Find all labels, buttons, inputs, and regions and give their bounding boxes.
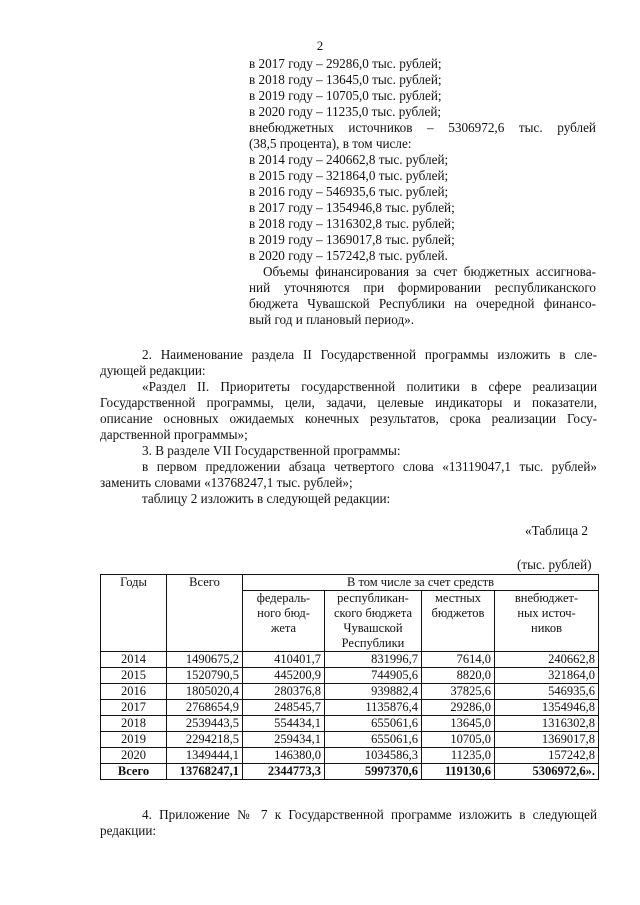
cell-year: 2016: [101, 684, 167, 700]
volumes-paragraph-line: ний уточняются при формировании республиканского: [249, 280, 596, 295]
item-3-table-line: таблицу 2 изложить в следующей редакции:: [142, 491, 391, 506]
header-text-line: бюджетов: [431, 606, 485, 620]
header-text-line: федераль-: [256, 591, 311, 605]
cell-local: 119130,6: [422, 764, 495, 780]
item-3-first-line: заменить словами «13768247,1 тыс. рублей»;: [100, 475, 353, 490]
table-row: [101, 748, 599, 764]
cell-extrabudget: 546935,6: [495, 684, 599, 700]
section-2-title-line: описание основных ожидаемых конечных результатов, срока реализации Госу-: [100, 411, 597, 426]
funding-line: в 2018 году – 13645,0 тыс. рублей;: [249, 72, 442, 87]
table-unit: (тыс. рублей): [517, 557, 592, 572]
volumes-paragraph-line: вый год и плановый период».: [249, 312, 415, 327]
table-row: [101, 716, 599, 732]
item-3-first-line: в первом предложении абзаца четвертого слова «13119047,1 тыс. рублей»: [142, 459, 597, 474]
cell-year: 2018: [101, 716, 167, 732]
cell-extrabudget: 240662,8: [495, 652, 599, 668]
cell-total: 1349444,1: [167, 748, 243, 764]
funding-line: в 2020 году – 11235,0 тыс. рублей;: [249, 104, 442, 119]
volumes-paragraph-line: Объемы финансирования за счет бюджетных ассигнова-: [263, 264, 596, 279]
cell-extrabudget: 1369017,8: [495, 732, 599, 748]
cell-federal: 2344773,3: [243, 764, 325, 780]
cell-year: 2020: [101, 748, 167, 764]
cell-extrabudget: 1316302,8: [495, 716, 599, 732]
cell-republican: 831996,7: [325, 652, 422, 668]
item-4-line: 4. Приложение № 7 к Государственной программе изложить в следующей: [142, 807, 597, 822]
extrabudget-line: внебюджетных источников – 5306972,6 тыс. рублей: [249, 120, 596, 135]
cell-total-label: Всего: [101, 764, 167, 780]
header-total: Всего: [167, 575, 243, 652]
cell-federal: 445200,9: [243, 668, 325, 684]
cell-local: 13645,0: [422, 716, 495, 732]
cell-federal: 248545,7: [243, 700, 325, 716]
table-row: [101, 700, 599, 716]
cell-total: 2768654,9: [167, 700, 243, 716]
financing-table: [100, 574, 599, 780]
cell-year: 2015: [101, 668, 167, 684]
cell-total: 1520790,5: [167, 668, 243, 684]
item-4-line: редакции:: [100, 823, 157, 838]
funding-line: в 2014 году – 240662,8 тыс. рублей;: [249, 152, 449, 167]
header-text-line: внебюджет-: [514, 591, 579, 605]
header-republican: [325, 591, 422, 652]
extrabudget-cont: (38,5 процента), в том числе:: [249, 136, 412, 151]
cell-federal: 259434,1: [243, 732, 325, 748]
header-text-line: ского бюджета: [333, 606, 413, 620]
cell-republican: 744905,6: [325, 668, 422, 684]
cell-federal: 554434,1: [243, 716, 325, 732]
cell-republican: 1034586,3: [325, 748, 422, 764]
cell-total: 2539443,5: [167, 716, 243, 732]
header-federal: [243, 591, 325, 652]
item-2-line: 2. Наименование раздела II Государственной программы изложить в сле-: [142, 347, 597, 362]
funding-line: в 2020 году – 157242,8 тыс. рублей.: [249, 248, 448, 263]
cell-local: 7614,0: [422, 652, 495, 668]
header-text-line: Республики: [341, 636, 405, 650]
cell-federal: 146380,0: [243, 748, 325, 764]
cell-total: 1490675,2: [167, 652, 243, 668]
cell-extrabudget: 1354946,8: [495, 700, 599, 716]
funding-line: в 2017 году – 1354946,8 тыс. рублей;: [249, 200, 455, 215]
cell-republican: 1135876,4: [325, 700, 422, 716]
table-title: «Таблица 2: [525, 523, 588, 538]
header-text-line: местных: [434, 591, 482, 605]
section-2-title-line: «Раздел II. Приоритеты государственной политики в сфере реализации: [142, 379, 597, 394]
cell-local: 11235,0: [422, 748, 495, 764]
cell-republican: 655061,6: [325, 732, 422, 748]
section-2-title-line: Государственной программы, цели, задачи, целевые индикаторы и показатели,: [100, 395, 597, 410]
cell-extrabudget: 5306972,6».: [495, 764, 599, 780]
funding-line: в 2019 году – 10705,0 тыс. рублей;: [249, 88, 442, 103]
cell-year: 2014: [101, 652, 167, 668]
table-row: [101, 684, 599, 700]
header-years: Годы: [101, 575, 167, 652]
header-group: В том числе за счет средств: [243, 575, 599, 591]
cell-local: 8820,0: [422, 668, 495, 684]
cell-total: 13768247,1: [167, 764, 243, 780]
header-extrabudget: [495, 591, 599, 652]
header-local: [422, 591, 495, 652]
cell-total: 1805020,4: [167, 684, 243, 700]
cell-extrabudget: 157242,8: [495, 748, 599, 764]
cell-year: 2019: [101, 732, 167, 748]
item-2-line: дующей редакции:: [100, 363, 206, 378]
header-text-line: ного бюд-: [257, 606, 310, 620]
funding-line: в 2015 году – 321864,0 тыс. рублей;: [249, 168, 449, 183]
volumes-paragraph-line: бюджета Чувашской Республики на очередной финансо-: [249, 296, 596, 311]
header-text-line: ных источ-: [517, 606, 576, 620]
cell-total: 2294218,5: [167, 732, 243, 748]
cell-local: 10705,0: [422, 732, 495, 748]
table-total-row: [101, 764, 599, 780]
funding-line: в 2019 году – 1369017,8 тыс. рублей;: [249, 232, 455, 247]
table-row: [101, 652, 599, 668]
table-row: [101, 668, 599, 684]
cell-extrabudget: 321864,0: [495, 668, 599, 684]
header-text-line: Чувашской: [343, 621, 403, 635]
cell-federal: 280376,8: [243, 684, 325, 700]
cell-year: 2017: [101, 700, 167, 716]
cell-republican: 5997370,6: [325, 764, 422, 780]
header-text-line: ников: [531, 621, 562, 635]
cell-republican: 939882,4: [325, 684, 422, 700]
cell-republican: 655061,6: [325, 716, 422, 732]
cell-local: 29286,0: [422, 700, 495, 716]
table-header-row: [101, 575, 599, 591]
cell-local: 37825,6: [422, 684, 495, 700]
funding-line: в 2017 году – 29286,0 тыс. рублей;: [249, 56, 442, 71]
table-row: [101, 732, 599, 748]
header-text-line: республикан-: [337, 591, 409, 605]
page-number: 2: [316, 38, 324, 53]
funding-line: в 2016 году – 546935,6 тыс. рублей;: [249, 184, 449, 199]
section-2-title-line: дарственной программы»;: [100, 427, 248, 442]
funding-line: в 2018 году – 1316302,8 тыс. рублей;: [249, 216, 455, 231]
header-text-line: жета: [270, 621, 297, 635]
item-3-line: 3. В разделе VII Государственной программы:: [142, 443, 401, 458]
cell-federal: 410401,7: [243, 652, 325, 668]
